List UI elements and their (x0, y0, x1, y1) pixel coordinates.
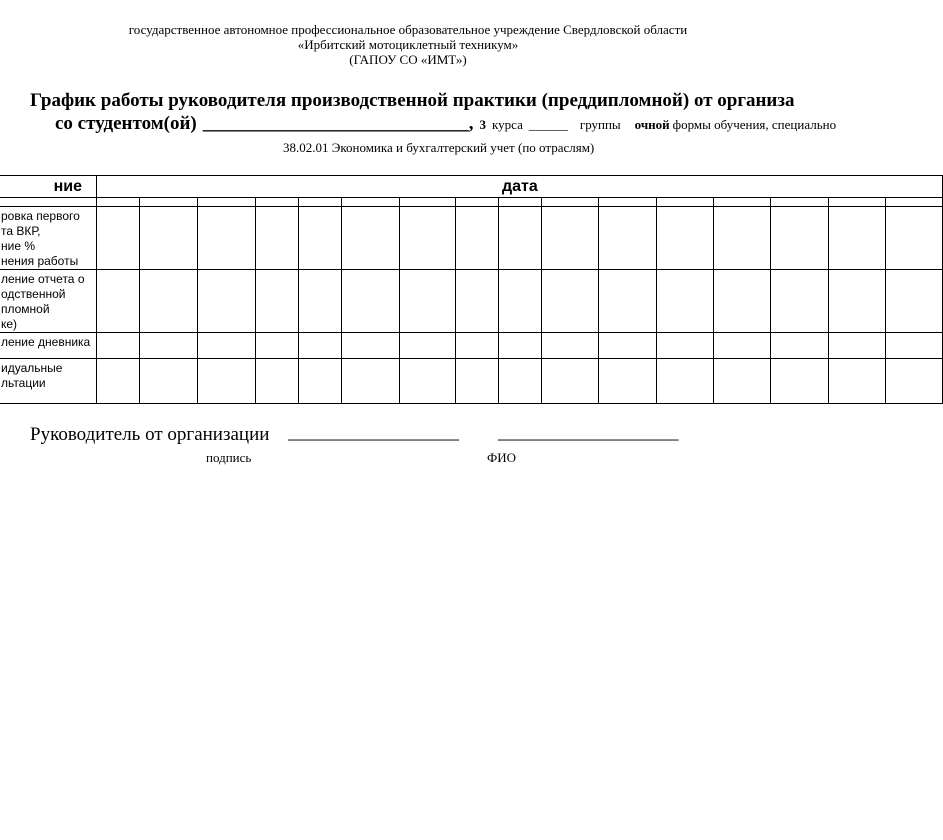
date-cell[interactable] (542, 359, 599, 404)
date-cell[interactable] (885, 270, 942, 333)
date-cell[interactable] (499, 207, 542, 270)
date-cell[interactable] (771, 207, 829, 270)
date-cell[interactable] (828, 270, 885, 333)
table-header-row (0, 176, 943, 198)
group-label: группы (579, 117, 621, 132)
date-cell[interactable] (714, 270, 771, 333)
task-label (0, 207, 96, 269)
date-cell[interactable] (714, 359, 771, 404)
task-label (0, 333, 96, 350)
task-label-line: одственной (1, 287, 66, 301)
date-cell[interactable] (96, 270, 139, 333)
task-label-line: ление отчета о (1, 272, 85, 286)
date-cell[interactable] (885, 333, 942, 359)
date-cell[interactable] (657, 359, 714, 404)
date-header-cell[interactable] (255, 198, 298, 207)
task-label-line: ке) (1, 317, 18, 331)
college-abbr: (ГАПОУ СО «ИМТ») (349, 52, 467, 67)
course-number: 3 (479, 117, 487, 132)
date-cell[interactable] (714, 333, 771, 359)
date-cell[interactable] (771, 270, 829, 333)
date-header-cell[interactable] (456, 198, 499, 207)
date-cell[interactable] (657, 207, 714, 270)
date-cell[interactable] (456, 333, 499, 359)
column-header-date: дата (96, 176, 942, 198)
date-cell[interactable] (197, 270, 255, 333)
date-cell[interactable] (771, 359, 829, 404)
date-cell[interactable] (298, 270, 341, 333)
task-cell (0, 270, 96, 333)
date-header-cell[interactable] (885, 198, 942, 207)
date-cell[interactable] (96, 333, 139, 359)
specialty: 38.02.01 Экономика и бухгалтерский учет (по отраслям) (283, 140, 595, 155)
date-cell[interactable] (255, 207, 298, 270)
date-cell[interactable] (139, 359, 197, 404)
date-header-cell[interactable] (657, 198, 714, 207)
task-cell (0, 333, 96, 359)
task-label-line: пломной (1, 302, 50, 316)
date-cell[interactable] (197, 207, 255, 270)
date-header-cell[interactable] (499, 198, 542, 207)
date-cell[interactable] (599, 333, 657, 359)
study-form-rest: формы обучения, специально (672, 117, 837, 132)
fio-line: ___________________ (498, 422, 679, 443)
student-prefix: со студентом(ой) (55, 113, 197, 134)
student-name-blank: ____________________________, (202, 113, 474, 134)
student-line (55, 113, 836, 135)
task-subheader-cell (0, 198, 96, 207)
date-cell[interactable] (399, 207, 456, 270)
date-cell[interactable] (399, 359, 456, 404)
date-header-cell[interactable] (714, 198, 771, 207)
date-cell[interactable] (456, 270, 499, 333)
date-header-cell[interactable] (197, 198, 255, 207)
date-cell[interactable] (298, 333, 341, 359)
task-label (0, 270, 96, 332)
table-row (0, 333, 943, 359)
course-blank: ______ (528, 117, 568, 132)
date-cell[interactable] (828, 359, 885, 404)
date-header-cell[interactable] (542, 198, 599, 207)
date-cell[interactable] (399, 270, 456, 333)
date-header-cell[interactable] (96, 198, 139, 207)
date-cell[interactable] (139, 333, 197, 359)
date-cell[interactable] (542, 207, 599, 270)
date-cell[interactable] (456, 359, 499, 404)
task-label-line: та ВКР, (1, 224, 41, 238)
date-cell[interactable] (341, 207, 399, 270)
org-name: государственное автономное профессиональное образовательное учреждение Свердловской области (128, 22, 688, 37)
date-cell[interactable] (499, 333, 542, 359)
date-cell[interactable] (599, 270, 657, 333)
date-cell[interactable] (599, 207, 657, 270)
date-cell[interactable] (341, 270, 399, 333)
date-cell[interactable] (499, 359, 542, 404)
date-header-cell[interactable] (828, 198, 885, 207)
date-cell[interactable] (828, 207, 885, 270)
column-header-task: ние (0, 176, 96, 198)
task-cell (0, 359, 96, 404)
date-header-cell[interactable] (139, 198, 197, 207)
date-cell[interactable] (298, 207, 341, 270)
date-cell[interactable] (298, 359, 341, 404)
task-label-line: нения работы (1, 254, 79, 268)
date-cell[interactable] (885, 359, 942, 404)
date-subheader-row (0, 198, 943, 207)
date-cell[interactable] (828, 333, 885, 359)
task-label (0, 359, 96, 391)
date-header-cell[interactable] (771, 198, 829, 207)
date-cell[interactable] (456, 207, 499, 270)
date-cell[interactable] (885, 207, 942, 270)
date-cell[interactable] (255, 333, 298, 359)
date-cell[interactable] (341, 359, 399, 404)
table-row (0, 207, 943, 270)
fio-caption: ФИО (487, 450, 517, 465)
doc-title: График работы руководителя производственной практики (преддипломной) от организа (30, 90, 795, 111)
date-cell[interactable] (499, 270, 542, 333)
date-cell[interactable] (255, 359, 298, 404)
task-label-line: ровка первого (1, 209, 80, 223)
date-cell[interactable] (599, 359, 657, 404)
date-header-cell[interactable] (599, 198, 657, 207)
signature-caption: подпись (206, 450, 252, 465)
date-cell[interactable] (771, 333, 829, 359)
date-cell[interactable] (714, 207, 771, 270)
course-label: курса (492, 117, 523, 132)
task-cell (0, 207, 96, 270)
college-name: «Ирбитский мотоциклетный техникум» (297, 37, 519, 52)
signature-line: __________________ (288, 422, 459, 443)
date-header-cell[interactable] (341, 198, 399, 207)
date-cell[interactable] (657, 333, 714, 359)
task-label-line: льтации (1, 376, 46, 390)
date-cell[interactable] (197, 359, 255, 404)
schedule-table (0, 175, 943, 404)
task-label-line: ление дневника (1, 335, 91, 349)
date-cell[interactable] (96, 207, 139, 270)
date-header-cell[interactable] (298, 198, 341, 207)
date-cell[interactable] (657, 270, 714, 333)
study-form: очной (634, 117, 670, 132)
date-cell[interactable] (542, 270, 599, 333)
date-cell[interactable] (542, 333, 599, 359)
task-label-line: ние % (1, 239, 36, 253)
date-cell[interactable] (255, 270, 298, 333)
table-row (0, 359, 943, 404)
date-header-cell[interactable] (399, 198, 456, 207)
task-label-line: идуальные (1, 361, 63, 375)
date-cell[interactable] (139, 207, 197, 270)
date-cell[interactable] (96, 359, 139, 404)
date-cell[interactable] (197, 333, 255, 359)
date-cell[interactable] (341, 333, 399, 359)
date-cell[interactable] (139, 270, 197, 333)
date-cell[interactable] (399, 333, 456, 359)
supervisor-label: Руководитель от организации (30, 424, 270, 445)
table-row (0, 270, 943, 333)
